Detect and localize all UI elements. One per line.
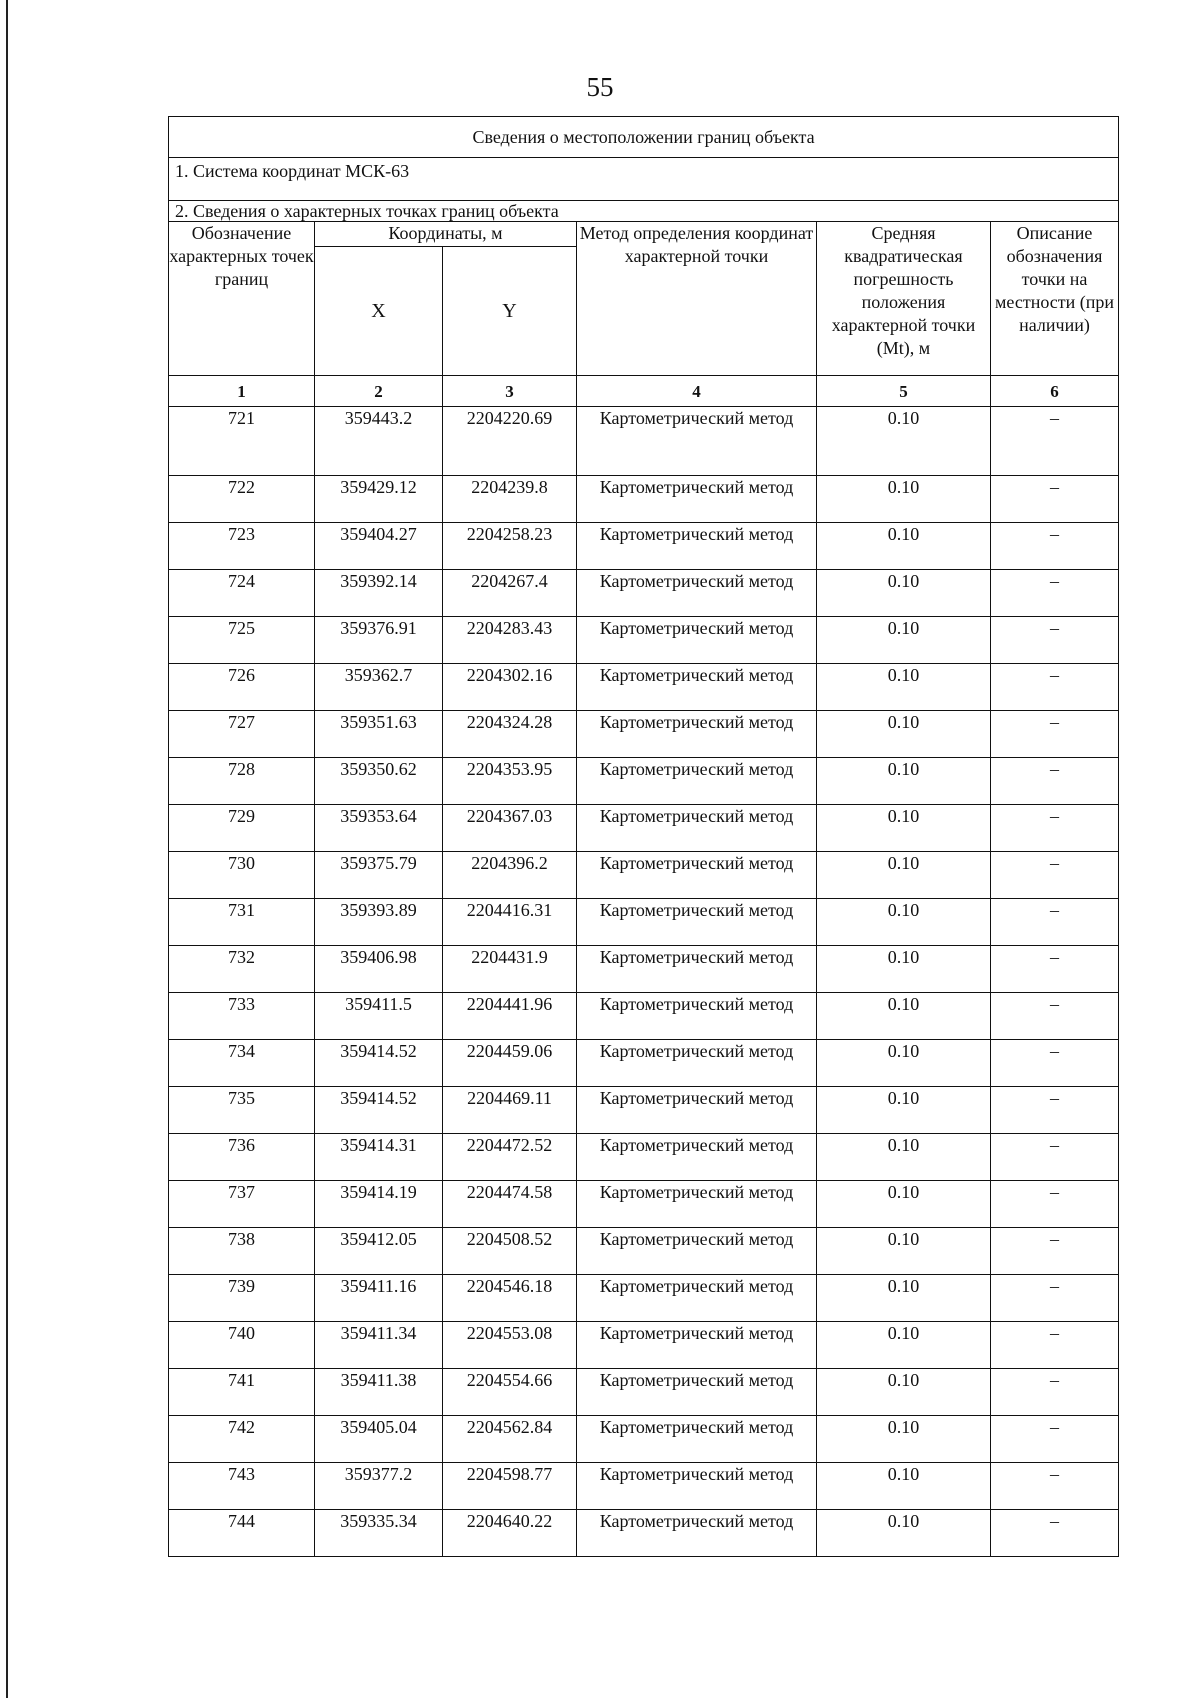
mean-square-error: 0.10: [817, 1275, 991, 1322]
coordinate-y: 2204416.31: [443, 899, 577, 946]
coordinate-x: 359393.89: [315, 899, 443, 946]
mean-square-error: 0.10: [817, 664, 991, 711]
table-row: [169, 1181, 1119, 1228]
coordinate-x: 359414.31: [315, 1134, 443, 1181]
point-designation: 729: [169, 805, 315, 852]
coordinate-x: 359411.38: [315, 1369, 443, 1416]
method: Картометрический метод: [577, 1181, 817, 1228]
point-description: –: [991, 899, 1119, 946]
table-row: [169, 407, 1119, 476]
method: Картометрический метод: [577, 1275, 817, 1322]
coordinate-x: 359392.14: [315, 570, 443, 617]
table-row: [169, 1463, 1119, 1510]
mean-square-error: 0.10: [817, 407, 991, 476]
point-description: –: [991, 570, 1119, 617]
page-number: 55: [586, 72, 614, 102]
coordinate-x: 359375.79: [315, 852, 443, 899]
mean-square-error: 0.10: [817, 1510, 991, 1557]
table-row: [169, 758, 1119, 805]
point-designation: 724: [169, 570, 315, 617]
table-row: [169, 1416, 1119, 1463]
coordinate-y: 2204474.58: [443, 1181, 577, 1228]
coordinate-y: 2204220.69: [443, 407, 577, 476]
coordinate-x: 359353.64: [315, 805, 443, 852]
column-number: 6: [991, 376, 1119, 407]
mean-square-error: 0.10: [817, 1087, 991, 1134]
point-description: –: [991, 993, 1119, 1040]
method: Картометрический метод: [577, 407, 817, 476]
table-row: [169, 1510, 1119, 1557]
table-row: [169, 1087, 1119, 1134]
column-number: 4: [577, 376, 817, 407]
coordinate-x: 359350.62: [315, 758, 443, 805]
mean-square-error: 0.10: [817, 899, 991, 946]
point-designation: 721: [169, 407, 315, 476]
header-error: Средняя квадратическая погрешность положения характерной точки (Mt), м: [817, 222, 991, 376]
point-description: –: [991, 758, 1119, 805]
method: Картометрический метод: [577, 852, 817, 899]
coordinate-x: 359362.7: [315, 664, 443, 711]
coordinate-x: 359405.04: [315, 1416, 443, 1463]
mean-square-error: 0.10: [817, 993, 991, 1040]
mean-square-error: 0.10: [817, 1181, 991, 1228]
method: Картометрический метод: [577, 1040, 817, 1087]
point-description: –: [991, 523, 1119, 570]
mean-square-error: 0.10: [817, 805, 991, 852]
coordinate-y: 2204302.16: [443, 664, 577, 711]
table-row: [169, 523, 1119, 570]
point-description: –: [991, 1228, 1119, 1275]
coordinate-x: 359414.52: [315, 1087, 443, 1134]
point-designation: 743: [169, 1463, 315, 1510]
table-row: [169, 711, 1119, 758]
point-description: –: [991, 476, 1119, 523]
coordinate-x: 359377.2: [315, 1463, 443, 1510]
point-description: –: [991, 805, 1119, 852]
point-description: –: [991, 1369, 1119, 1416]
mean-square-error: 0.10: [817, 758, 991, 805]
point-designation: 737: [169, 1181, 315, 1228]
table-row: [169, 617, 1119, 664]
coordinate-x: 359351.63: [315, 711, 443, 758]
coordinate-x: 359414.52: [315, 1040, 443, 1087]
mean-square-error: 0.10: [817, 1416, 991, 1463]
table-row: [169, 570, 1119, 617]
method: Картометрический метод: [577, 758, 817, 805]
coordinate-x: 359404.27: [315, 523, 443, 570]
point-designation: 735: [169, 1087, 315, 1134]
coordinate-y: 2204508.52: [443, 1228, 577, 1275]
column-number: 2: [315, 376, 443, 407]
coordinate-y: 2204353.95: [443, 758, 577, 805]
mean-square-error: 0.10: [817, 1322, 991, 1369]
mean-square-error: 0.10: [817, 523, 991, 570]
coordinate-y: 2204598.77: [443, 1463, 577, 1510]
point-designation: 728: [169, 758, 315, 805]
mean-square-error: 0.10: [817, 1040, 991, 1087]
mean-square-error: 0.10: [817, 946, 991, 993]
point-designation: 744: [169, 1510, 315, 1557]
table-row: [169, 946, 1119, 993]
table-row: [169, 1134, 1119, 1181]
method: Картометрический метод: [577, 1369, 817, 1416]
method: Картометрический метод: [577, 523, 817, 570]
point-description: –: [991, 852, 1119, 899]
coordinate-x: 359411.34: [315, 1322, 443, 1369]
coordinate-y: 2204283.43: [443, 617, 577, 664]
point-designation: 731: [169, 899, 315, 946]
table-row: [169, 1322, 1119, 1369]
point-designation: 732: [169, 946, 315, 993]
coordinate-x: 359376.91: [315, 617, 443, 664]
coordinate-y: 2204324.28: [443, 711, 577, 758]
table-row: [169, 1040, 1119, 1087]
coordinate-y: 2204472.52: [443, 1134, 577, 1181]
point-designation: 727: [169, 711, 315, 758]
document-title: Сведения о местоположении границ объекта: [169, 117, 1119, 158]
point-designation: 742: [169, 1416, 315, 1463]
point-description: –: [991, 664, 1119, 711]
coordinate-y: 2204469.11: [443, 1087, 577, 1134]
coordinate-system: 1. Система координат МСК-63: [169, 158, 1119, 201]
coordinate-x: 359414.19: [315, 1181, 443, 1228]
coordinate-y: 2204396.2: [443, 852, 577, 899]
method: Картометрический метод: [577, 1510, 817, 1557]
point-description: –: [991, 946, 1119, 993]
header-y: Y: [443, 247, 577, 376]
coordinate-y: 2204553.08: [443, 1322, 577, 1369]
header-description: Описание обозначения точки на местности (при наличии): [991, 222, 1119, 376]
column-number: 3: [443, 376, 577, 407]
coordinate-x: 359335.34: [315, 1510, 443, 1557]
point-description: –: [991, 1275, 1119, 1322]
point-description: –: [991, 1134, 1119, 1181]
point-designation: 733: [169, 993, 315, 1040]
mean-square-error: 0.10: [817, 570, 991, 617]
coordinate-y: 2204562.84: [443, 1416, 577, 1463]
scan-edge-line: [6, 0, 8, 1698]
section-title: 2. Сведения о характерных точках границ объекта: [169, 201, 1119, 222]
table-row: [169, 1369, 1119, 1416]
point-description: –: [991, 1463, 1119, 1510]
header-designation: Обозначение характерных точек границ: [169, 222, 315, 376]
point-designation: 741: [169, 1369, 315, 1416]
method: Картометрический метод: [577, 993, 817, 1040]
coordinate-y: 2204267.4: [443, 570, 577, 617]
coordinate-y: 2204258.23: [443, 523, 577, 570]
point-description: –: [991, 1040, 1119, 1087]
point-description: –: [991, 1416, 1119, 1463]
table-row: [169, 899, 1119, 946]
column-number: 5: [817, 376, 991, 407]
point-designation: 738: [169, 1228, 315, 1275]
mean-square-error: 0.10: [817, 476, 991, 523]
table-row: [169, 852, 1119, 899]
point-designation: 739: [169, 1275, 315, 1322]
coordinate-x: 359429.12: [315, 476, 443, 523]
method: Картометрический метод: [577, 711, 817, 758]
table-row: [169, 664, 1119, 711]
table-row: [169, 1228, 1119, 1275]
point-designation: 730: [169, 852, 315, 899]
coordinate-y: 2204640.22: [443, 1510, 577, 1557]
point-designation: 723: [169, 523, 315, 570]
point-designation: 734: [169, 1040, 315, 1087]
coordinate-y: 2204554.66: [443, 1369, 577, 1416]
point-designation: 740: [169, 1322, 315, 1369]
table-row: [169, 993, 1119, 1040]
point-description: –: [991, 1181, 1119, 1228]
method: Картометрический метод: [577, 1087, 817, 1134]
point-designation: 726: [169, 664, 315, 711]
mean-square-error: 0.10: [817, 617, 991, 664]
method: Картометрический метод: [577, 1416, 817, 1463]
header-coordinates: Координаты, м: [315, 222, 577, 247]
method: Картометрический метод: [577, 617, 817, 664]
method: Картометрический метод: [577, 476, 817, 523]
coordinate-x: 359406.98: [315, 946, 443, 993]
boundary-points-table: [168, 116, 1119, 1557]
coordinate-y: 2204367.03: [443, 805, 577, 852]
mean-square-error: 0.10: [817, 711, 991, 758]
coordinate-y: 2204459.06: [443, 1040, 577, 1087]
method: Картометрический метод: [577, 1463, 817, 1510]
coordinate-x: 359411.5: [315, 993, 443, 1040]
coordinate-y: 2204431.9: [443, 946, 577, 993]
method: Картометрический метод: [577, 1322, 817, 1369]
method: Картометрический метод: [577, 1134, 817, 1181]
point-description: –: [991, 617, 1119, 664]
point-description: –: [991, 407, 1119, 476]
coordinate-y: 2204546.18: [443, 1275, 577, 1322]
header-method: Метод определения координат характерной точки: [577, 222, 817, 376]
coordinate-y: 2204441.96: [443, 993, 577, 1040]
method: Картометрический метод: [577, 805, 817, 852]
coordinate-y: 2204239.8: [443, 476, 577, 523]
point-description: –: [991, 1087, 1119, 1134]
point-designation: 722: [169, 476, 315, 523]
mean-square-error: 0.10: [817, 1463, 991, 1510]
point-designation: 736: [169, 1134, 315, 1181]
mean-square-error: 0.10: [817, 1134, 991, 1181]
point-description: –: [991, 1322, 1119, 1369]
method: Картометрический метод: [577, 899, 817, 946]
point-description: –: [991, 711, 1119, 758]
mean-square-error: 0.10: [817, 1369, 991, 1416]
mean-square-error: 0.10: [817, 1228, 991, 1275]
method: Картометрический метод: [577, 946, 817, 993]
table-row: [169, 1275, 1119, 1322]
coordinate-x: 359443.2: [315, 407, 443, 476]
column-number: 1: [169, 376, 315, 407]
coordinate-x: 359412.05: [315, 1228, 443, 1275]
table-row: [169, 476, 1119, 523]
coordinate-x: 359411.16: [315, 1275, 443, 1322]
method: Картометрический метод: [577, 664, 817, 711]
method: Картометрический метод: [577, 1228, 817, 1275]
header-x: X: [315, 247, 443, 376]
table-row: [169, 805, 1119, 852]
point-designation: 725: [169, 617, 315, 664]
method: Картометрический метод: [577, 570, 817, 617]
mean-square-error: 0.10: [817, 852, 991, 899]
point-description: –: [991, 1510, 1119, 1557]
